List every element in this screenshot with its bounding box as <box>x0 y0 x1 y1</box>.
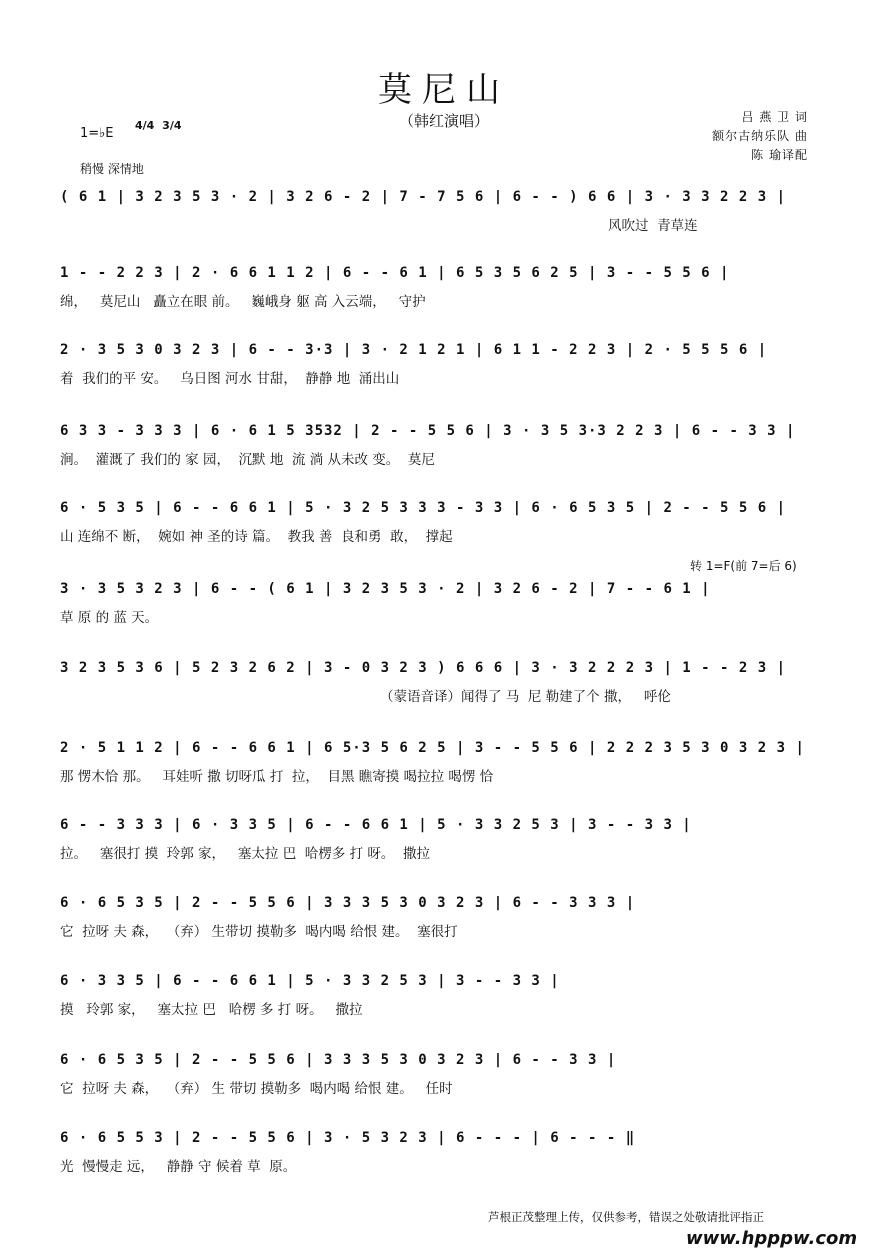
lyrics-line: 着 我们的平 安。 乌日图 河水 甘甜， 静静 地 涌出山 <box>60 371 400 387</box>
lyrics-line: 它 拉呀 夫 森， （弃） 生 带切 摸勒多 喝内喝 给恨 建。 任时 <box>60 1081 453 1097</box>
score-system-1 <box>60 183 820 243</box>
lyrics-line: 光 慢慢走 远， 静静 守 候着 草 原。 <box>60 1159 297 1175</box>
score-system-3 <box>60 336 820 396</box>
lyrics-line: 摸 玲郭 家， 塞太拉 巴 哈楞 多 打 呀。 撒拉 <box>60 1002 363 1018</box>
notation-line: 6 · 3 3 5 | 6 - - 6 6 1 | 5 · 3 3 2 5 3 | 3 - - 3 3 | <box>60 973 560 989</box>
footer-site-link[interactable]: www.hpppw.com <box>686 1228 858 1249</box>
meter-secondary: 3/4 <box>162 119 182 132</box>
score-system-9 <box>60 811 820 871</box>
score-system-7 <box>60 654 820 714</box>
lyrics-line: 草 原 的 蓝 天。 <box>60 610 159 626</box>
notation-line: 6 · 6 5 3 5 | 2 - - 5 5 6 | 3 3 3 5 3 0 3 2 3 | 6 - - 3 3 3 | <box>60 895 636 911</box>
score-system-13 <box>60 1124 820 1184</box>
lyrics-line: 山 连绵不 断， 婉如 神 圣的诗 篇。 教我 善 良和勇 敢， 撑起 <box>60 529 453 545</box>
notation-line: ( 6 1 | 3 2 3 5 3 · 2 | 3 2 6 - 2 | 7 - 7 5 6 | 6 - - ) 6 6 | 3 · 3 3 2 2 3 | <box>60 189 787 205</box>
notation-line: 2 · 3 5 3 0 3 2 3 | 6 - - 3·3 | 3 · 2 1 2 1 | 6 1 1 - 2 2 3 | 2 · 5 5 5 6 | <box>60 342 768 358</box>
score-system-6 <box>60 575 820 635</box>
time-signature <box>135 120 182 131</box>
credit-composer: 额尔古纳乐队 曲 <box>712 129 808 143</box>
score-system-5 <box>60 494 820 554</box>
notation-line: 3 · 3 5 3 2 3 | 6 - - ( 6 1 | 3 2 3 5 3 · 2 | 3 2 6 - 2 | 7 - - 6 1 | <box>60 581 711 597</box>
score-system-4 <box>60 417 820 477</box>
lyrics-line: 它 拉呀 夫 森， （弃） 生带切 摸勒多 喝内喝 给恨 建。 塞很打 <box>60 924 458 940</box>
key-change-marking: 转 1=F(前 7=后 6) <box>690 559 797 573</box>
score-system-2 <box>60 259 820 319</box>
score-system-12 <box>60 1046 820 1106</box>
page-title: 莫尼山 <box>378 70 510 110</box>
lyrics-line: 涧。 灌溉了 我们的 家 园， 沉默 地 流 淌 从未改 变。 莫尼 <box>60 452 435 468</box>
lyrics-line: （蒙语音译）闻得了 马 尼 勒建了个 撒， 呼伦 <box>380 689 671 705</box>
notation-line: 1 - - 2 2 3 | 2 · 6 6 1 1 2 | 6 - - 6 1 | 6 5 3 5 6 2 5 | 3 - - 5 5 6 | <box>60 265 730 281</box>
notation-line: 2 · 5 1 1 2 | 6 - - 6 6 1 | 6 5·3 5 6 2 5 | 3 - - 5 5 6 | 2 2 2 3 5 3 0 3 2 3 | <box>60 740 805 756</box>
notation-line: 6 3 3 - 3 3 3 | 6 · 6 1 5 3532 | 2 - - 5 5 6 | 3 · 3 5 3·3 2 2 3 | 6 - - 3 3 | <box>60 423 796 439</box>
lyrics-line: 拉。 塞很打 摸 玲郭 家， 塞太拉 巴 哈楞多 打 呀。 撒拉 <box>60 846 430 862</box>
score-system-8 <box>60 734 820 794</box>
notation-line: 6 · 5 3 5 | 6 - - 6 6 1 | 5 · 3 2 5 3 3 3 - 3 3 | 6 · 6 5 3 5 | 2 - - 5 5 6 | <box>60 500 787 516</box>
lyrics-line: 风吹过 青草连 <box>608 218 698 234</box>
key-signature: 1=♭E <box>80 126 114 141</box>
notation-line: 6 - - 3 3 3 | 6 · 3 3 5 | 6 - - 6 6 1 | 5 · 3 3 2 5 3 | 3 - - 3 3 | <box>60 817 692 833</box>
score-system-10 <box>60 889 820 949</box>
tempo-marking: 稍慢 深情地 <box>80 162 144 176</box>
notation-line: 6 · 6 5 3 5 | 2 - - 5 5 6 | 3 3 3 5 3 0 3 2 3 | 6 - - 3 3 | <box>60 1052 617 1068</box>
footer-note: 芦根正茂整理上传，仅供参考，错误之处敬请批评指正 <box>488 1210 764 1224</box>
notation-line: 6 · 6 5 5 3 | 2 - - 5 5 6 | 3 · 5 3 2 3 | 6 - - - | 6 - - - ‖ <box>60 1130 636 1146</box>
credit-lyricist: 吕 燕 卫 词 <box>741 110 808 124</box>
credit-arranger: 陈 瑜译配 <box>751 148 808 162</box>
meter-primary: 4/4 <box>135 119 155 132</box>
notation-line: 3 2 3 5 3 6 | 5 2 3 2 6 2 | 3 - 0 3 2 3 ) 6 6 6 | 3 · 3 2 2 2 3 | 1 - - 2 3 | <box>60 660 787 676</box>
subtitle: （韩红演唱） <box>398 112 489 130</box>
score-system-11 <box>60 967 820 1027</box>
lyrics-line: 绵， 莫尼山 矗立在眼 前。 巍峨身 躯 高 入云端， 守护 <box>60 294 426 310</box>
lyrics-line: 那 愣木恰 那。 耳娃听 撒 切呀瓜 打 拉， 目黑 瞧寄摸 喝拉拉 喝愣 恰 <box>60 769 494 785</box>
